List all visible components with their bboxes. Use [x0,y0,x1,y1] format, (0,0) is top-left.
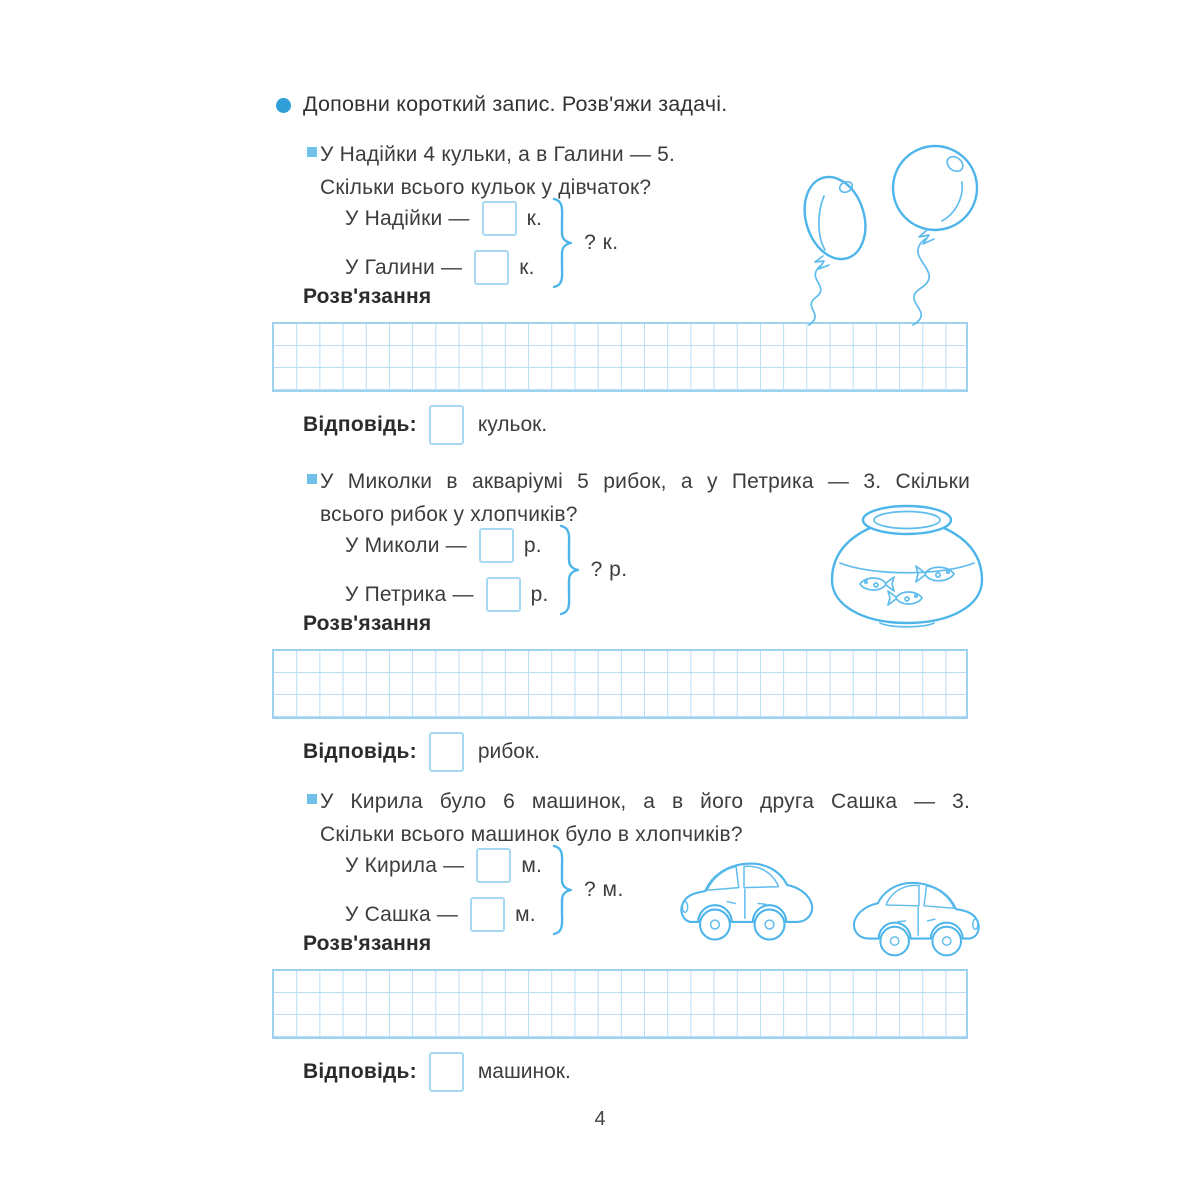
answer-word: машинок. [477,1060,571,1083]
fish-icon [860,577,894,591]
record-row [345,848,542,884]
solution-grid[interactable] [272,969,968,1039]
square-bullet-icon [307,147,317,157]
curly-brace-icon [557,523,581,617]
answer-row [303,1052,571,1092]
answer-row [303,405,547,445]
answer-box[interactable] [429,1052,464,1092]
round-bullet-icon [276,98,291,113]
record-unit: к. [526,206,543,230]
record-row [345,528,549,564]
record-row [345,250,542,286]
curly-brace-icon [550,196,574,290]
record-label: У Сашка — [345,902,459,926]
page-number: 4 [594,1108,606,1130]
task-heading [276,92,727,117]
record-question: ? м. [584,878,624,901]
short-record [345,196,619,290]
fill-in-box[interactable] [482,201,517,236]
answer-label: Відповідь: [303,413,417,436]
problem-line: Скільки всього кульок у дівчаток? [320,176,652,199]
record-label: У Петрика — [345,582,474,606]
fish-icon [888,591,922,605]
solution-grid[interactable] [272,649,968,719]
square-bullet-icon [307,794,317,804]
solution-label: Розв'язання [303,612,432,635]
record-label: У Надійки — [345,206,470,230]
fill-in-box[interactable] [476,848,511,883]
fill-in-box[interactable] [486,577,521,612]
problem-line: У Миколки в акваріумі 5 рибок, а у Петрика — 3. Скільки [320,470,970,493]
short-record [345,843,624,937]
short-record [345,523,628,617]
task-heading-text: Доповни короткий запис. Розв'яжи задачі. [303,92,728,116]
solution-label: Розв'язання [303,285,432,308]
balloons-illustration [795,128,990,328]
record-unit: р. [523,533,542,557]
record-label: У Кирила — [345,853,465,877]
solution-grid[interactable] [272,322,968,392]
fish-icon [916,566,954,582]
answer-row [303,732,540,772]
record-question: ? р. [590,558,628,581]
cars-illustration [660,842,990,960]
fill-in-box[interactable] [470,897,505,932]
solution-label: Розв'язання [303,932,432,955]
problem-line: всього рибок у хлопчиків? [320,503,578,526]
record-row [345,201,542,237]
answer-word: рибок. [477,740,540,763]
record-unit: р. [530,582,549,606]
problem-line: У Надійки 4 кульки, а в Галини — 5. [320,143,676,166]
fishbowl-illustration [822,500,992,630]
answer-label: Відповідь: [303,1060,417,1083]
answer-box[interactable] [429,405,464,445]
square-bullet-icon [307,474,317,484]
record-unit: к. [519,255,535,279]
record-unit: м. [515,902,536,926]
record-unit: м. [521,853,543,877]
record-question: ? к. [584,231,619,254]
fill-in-box[interactable] [479,528,514,563]
record-row [345,577,549,613]
problem-line: Скільки всього машинок було в хлопчиків? [320,823,743,846]
record-row [345,897,542,933]
answer-word: кульок. [477,413,548,436]
answer-label: Відповідь: [303,740,417,763]
fill-in-box[interactable] [474,250,509,285]
problem-line: У Кирила було 6 машинок, а в його друга Сашка — 3. [320,790,970,813]
record-label: У Миколи — [345,533,467,557]
record-label: У Галини — [345,255,463,279]
answer-box[interactable] [429,732,464,772]
curly-brace-icon [550,843,574,937]
